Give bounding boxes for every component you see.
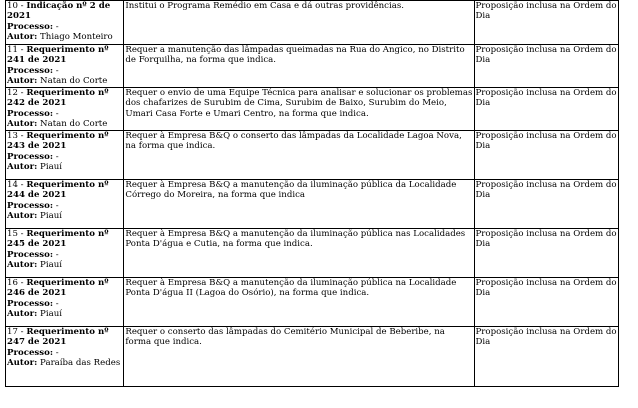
autor-label: Autor:: [7, 75, 38, 86]
processo-label: Processo:: [7, 347, 54, 358]
autor-label: Autor:: [7, 210, 38, 221]
processo-value: -: [53, 151, 59, 162]
processo-label: Processo:: [7, 151, 54, 162]
item-number: 10 -: [7, 1, 27, 11]
ementa-cell: Institui o Programa Remédio em Casa e dá outras providências.: [124, 1, 474, 45]
ordem-do-dia-table: [5, 0, 619, 387]
ementa-cell: Requer à Empresa B&Q a manutenção da iluminação pública da Localidade Córrego do Moreira, na forma que indica: [124, 180, 474, 229]
item-number: 14 -: [7, 180, 27, 190]
table-row: [6, 1, 619, 45]
processo-label: Processo:: [7, 249, 54, 260]
proposicao-title: Requerimento nº 247 de 2021: [7, 327, 109, 348]
item-number: 11 -: [7, 45, 27, 55]
autor-value: Paraíba das Redes: [37, 357, 121, 368]
proposicao-cell: [6, 88, 124, 131]
processo-label: Processo:: [7, 298, 54, 309]
item-number: 13 -: [7, 131, 27, 141]
processo-label: Processo:: [7, 65, 54, 76]
processo-value: -: [53, 108, 59, 119]
processo-value: -: [53, 249, 59, 260]
proposicao-cell: [6, 1, 124, 45]
situacao-cell: Proposição inclusa na Ordem do Dia: [474, 131, 618, 180]
situacao-cell: Proposição inclusa na Ordem do Dia: [474, 1, 618, 45]
situacao-cell: Proposição inclusa na Ordem do Dia: [474, 229, 618, 278]
proposicao-title: Requerimento nº 242 de 2021: [7, 88, 109, 109]
table-row: [6, 278, 619, 327]
ementa-cell: Requer a manutenção das lâmpadas queimadas na Rua do Angico, no Distrito de Forquilha, na forma que indica.: [124, 45, 474, 88]
autor-value: Piauí: [37, 259, 62, 270]
table-row: [6, 180, 619, 229]
processo-value: -: [53, 200, 59, 211]
autor-label: Autor:: [7, 118, 38, 129]
autor-value: Piauí: [37, 308, 62, 319]
autor-label: Autor:: [7, 259, 38, 270]
situacao-cell: Proposição inclusa na Ordem do Dia: [474, 45, 618, 88]
table-row: [6, 229, 619, 278]
ementa-cell: Requer o envio de uma Equipe Técnica para analisar e solucionar os problemas dos chafarizes de Surubim de Cima, Surubim de Baixo, Surubim do Meio, Umari Casa Forte e Umari Centro, na forma que indica.: [124, 88, 474, 131]
processo-label: Processo:: [7, 200, 54, 211]
ementa-cell: Requer o conserto das lâmpadas do Cemitério Municipal de Beberibe, na forma que indica.: [124, 327, 474, 387]
autor-label: Autor:: [7, 308, 38, 319]
processo-value: -: [53, 21, 59, 32]
processo-value: -: [53, 347, 59, 358]
situacao-cell: Proposição inclusa na Ordem do Dia: [474, 278, 618, 327]
proposicao-title: Requerimento nº 244 de 2021: [7, 180, 109, 201]
proposicao-cell: [6, 180, 124, 229]
proposicao-title: Requerimento nº 246 de 2021: [7, 278, 109, 299]
proposicao-cell: [6, 45, 124, 88]
autor-value: Natan do Corte: [37, 118, 108, 129]
processo-label: Processo:: [7, 21, 54, 32]
ementa-cell: Requer à Empresa B&Q o conserto das lâmpadas da Localidade Lagoa Nova, na forma que indica.: [124, 131, 474, 180]
autor-value: Piauí: [37, 210, 62, 221]
situacao-cell: Proposição inclusa na Ordem do Dia: [474, 180, 618, 229]
processo-label: Processo:: [7, 108, 54, 119]
autor-label: Autor:: [7, 357, 38, 368]
proposicao-title: Indicação nº 2 de 2021: [7, 1, 111, 22]
autor-value: Piauí: [37, 161, 62, 172]
proposicao-title: Requerimento nº 245 de 2021: [7, 229, 109, 250]
ementa-cell: Requer à Empresa B&Q a manutenção da iluminação pública nas Localidades Ponta D'água e Cutia, na forma que indica.: [124, 229, 474, 278]
autor-label: Autor:: [7, 161, 38, 172]
item-number: 15 -: [7, 229, 27, 239]
proposicao-title: Requerimento nº 241 de 2021: [7, 45, 109, 66]
item-number: 17 -: [7, 327, 27, 337]
ementa-cell: Requer à Empresa B&Q a manutenção da iluminação pública na Localidade Ponta D'água II (Lagoa do Osório), na forma que indica.: [124, 278, 474, 327]
agenda-table-wrapper: [5, 0, 619, 387]
proposicao-title: Requerimento nº 243 de 2021: [7, 131, 109, 152]
autor-value: Natan do Corte: [37, 75, 108, 86]
processo-value: -: [53, 65, 59, 76]
item-number: 16 -: [7, 278, 27, 288]
situacao-cell: Proposição inclusa na Ordem do Dia: [474, 88, 618, 131]
processo-value: -: [53, 298, 59, 309]
situacao-cell: Proposição inclusa na Ordem do Dia: [474, 327, 618, 387]
item-number: 12 -: [7, 88, 27, 98]
proposicao-cell: [6, 131, 124, 180]
table-row: [6, 131, 619, 180]
proposicao-cell: [6, 327, 124, 387]
table-row: [6, 45, 619, 88]
proposicao-cell: [6, 229, 124, 278]
proposicao-cell: [6, 278, 124, 327]
table-row: [6, 88, 619, 131]
autor-value: Thiago Monteiro: [37, 31, 113, 42]
autor-label: Autor:: [7, 31, 38, 42]
table-row: [6, 327, 619, 387]
